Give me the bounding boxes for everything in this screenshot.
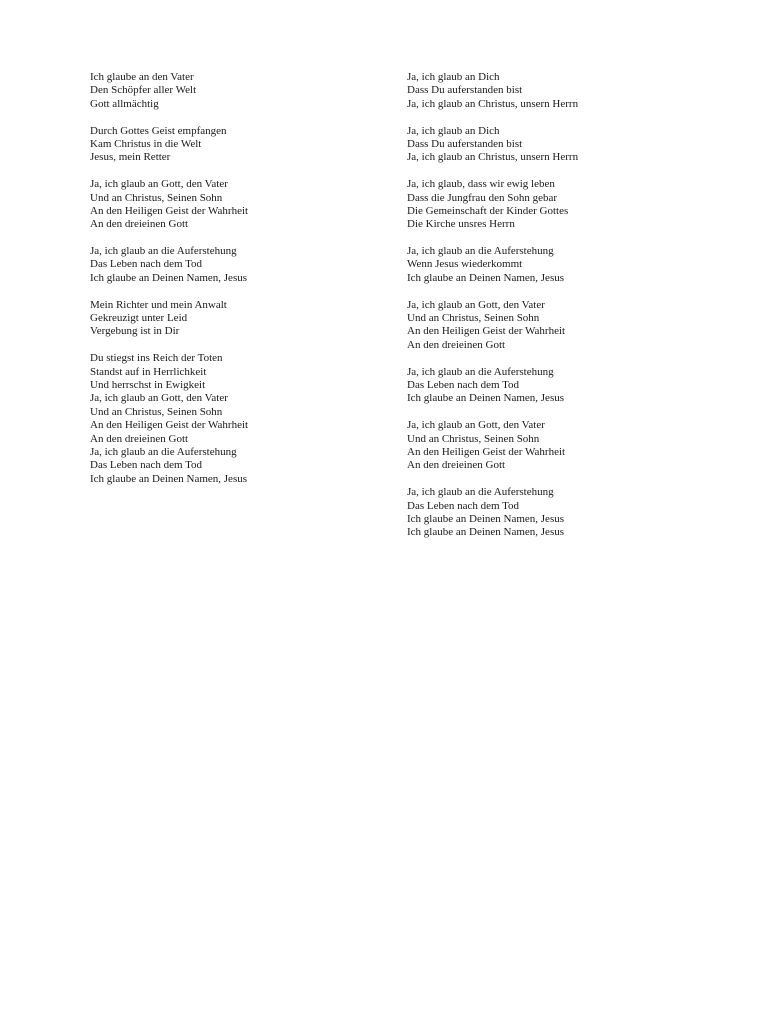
lyric-line: An den dreieinen Gott	[407, 338, 506, 351]
lyric-line: Und an Christus, Seinen Sohn	[90, 405, 223, 418]
lyric-line: Das Leben nach dem Tod	[90, 258, 203, 271]
lyric-line: Vergebung ist in Dir	[90, 325, 180, 338]
lyric-line: An den Heiligen Geist der Wahrheit	[407, 325, 566, 338]
stanza	[407, 71, 707, 111]
lyric-line: Mein Richter und mein Anwalt	[90, 298, 227, 311]
stanza	[90, 299, 390, 339]
stanza	[407, 486, 707, 540]
lyric-line: An den dreieinen Gott	[90, 432, 189, 445]
lyric-line: Die Gemeinschaft der Kinder Gottes	[407, 204, 569, 217]
lyric-line: Ja, ich glaub an die Auferstehung	[90, 245, 237, 258]
lyric-line: Ich glaube an Deinen Namen, Jesus	[407, 271, 565, 284]
lyric-line: Und an Christus, Seinen Sohn	[407, 312, 540, 325]
lyric-line: Ja, ich glaub an die Auferstehung	[407, 245, 554, 258]
lyrics-column-left	[90, 71, 390, 500]
lyric-line: Dass Du auferstanden bist	[407, 137, 523, 150]
lyric-line: Ich glaube an Deinen Namen, Jesus	[90, 472, 248, 485]
lyric-line: Das Leben nach dem Tod	[407, 378, 520, 391]
lyric-line: Dass die Jungfrau den Sohn gebar	[407, 191, 557, 204]
lyric-line: An den Heiligen Geist der Wahrheit	[90, 204, 249, 217]
stanza	[90, 178, 390, 232]
lyric-line: Kam Christus in die Welt	[90, 137, 202, 150]
stanza	[407, 366, 707, 406]
lyric-line: Gott allmächtig	[90, 97, 159, 110]
stanza	[407, 178, 707, 232]
lyric-line: Gekreuzigt unter Leid	[90, 312, 188, 325]
stanza	[407, 419, 707, 473]
lyric-line: Ja, ich glaub an Gott, den Vater	[90, 392, 228, 405]
lyric-line: Ja, ich glaub an die Auferstehung	[90, 445, 237, 458]
lyric-line: An den dreieinen Gott	[90, 218, 189, 231]
lyric-line: Ich glaube an Deinen Namen, Jesus	[407, 392, 565, 405]
lyric-line: Ja, ich glaub an Dich	[407, 71, 500, 83]
stanza	[407, 125, 707, 165]
lyric-line: Ja, ich glaub an die Auferstehung	[407, 486, 554, 499]
lyric-line: Und herrschst in Ewigkeit	[90, 378, 206, 391]
lyric-line: Ja, ich glaub, dass wir ewig leben	[407, 178, 555, 191]
lyric-line: Die Kirche unsres Herrn	[407, 218, 515, 231]
lyric-line: Ich glaube an Deinen Namen, Jesus	[407, 512, 565, 525]
lyric-line: Ja, ich glaub an Christus, unsern Herrn	[407, 97, 579, 110]
stanza	[90, 71, 390, 111]
lyric-line: Ja, ich glaub an Christus, unsern Herrn	[407, 151, 579, 164]
stanza	[407, 299, 707, 353]
lyric-line: An den dreieinen Gott	[407, 459, 506, 472]
lyric-line: Wenn Jesus wiederkommt	[407, 258, 523, 271]
lyric-line: Das Leben nach dem Tod	[407, 499, 520, 512]
lyric-line: An den Heiligen Geist der Wahrheit	[90, 419, 249, 432]
lyric-line: Dass Du auferstanden bist	[407, 84, 523, 97]
stanza	[90, 352, 390, 486]
lyric-line: Ja, ich glaub an Dich	[407, 124, 500, 137]
lyric-line: Ich glaube an Deinen Namen, Jesus	[90, 271, 248, 284]
lyric-line: Ich glaube an Deinen Namen, Jesus	[407, 526, 565, 539]
lyric-line: Jesus, mein Retter	[90, 151, 171, 164]
lyric-line: Ja, ich glaub an Gott, den Vater	[407, 298, 545, 311]
lyric-line: An den Heiligen Geist der Wahrheit	[407, 445, 566, 458]
lyric-line: Und an Christus, Seinen Sohn	[90, 191, 223, 204]
lyric-line: Durch Gottes Geist empfangen	[90, 124, 227, 137]
lyric-line: Den Schöpfer aller Welt	[90, 84, 197, 97]
lyric-line: Und an Christus, Seinen Sohn	[407, 432, 540, 445]
lyric-line: Du stiegst ins Reich der Toten	[90, 352, 223, 365]
lyric-line: Das Leben nach dem Tod	[90, 459, 203, 472]
stanza	[407, 245, 707, 285]
lyric-line: Ja, ich glaub an Gott, den Vater	[407, 419, 545, 432]
lyric-line: Ja, ich glaub an Gott, den Vater	[90, 178, 228, 191]
lyric-line: Ja, ich glaub an die Auferstehung	[407, 365, 554, 378]
stanza	[90, 125, 390, 165]
lyric-line: Ich glaube an den Vater	[90, 71, 194, 83]
stanza	[90, 245, 390, 285]
lyric-line: Standst auf in Herrlichkeit	[90, 365, 207, 378]
lyrics-column-right	[407, 71, 707, 553]
